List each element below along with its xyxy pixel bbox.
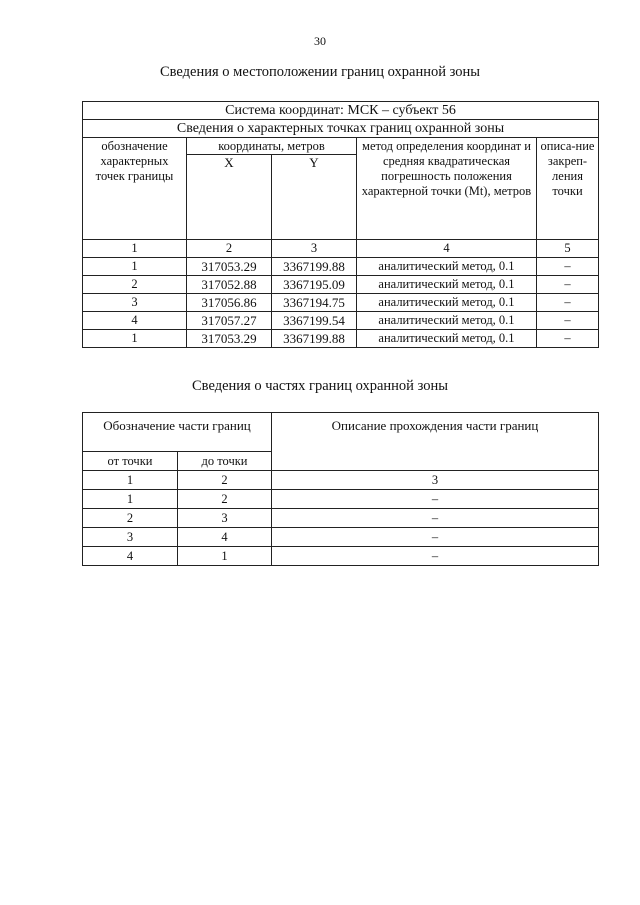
y-cell: 3367195.09 [272,276,357,294]
col-point-label: обозначение характерных точек границы [83,138,187,240]
table-row [83,312,599,330]
to-cell: 2 [178,490,272,509]
col-from-label: от точки [83,452,178,471]
col-number: 5 [537,240,599,258]
desc-cell: – [537,276,599,294]
desc-cell: – [537,312,599,330]
col-desc-label: описа-ние закреп-ления точки [537,138,599,240]
point-cell: 1 [83,330,187,348]
col-desc-label: Описание прохождения части границ [272,413,599,471]
desc-cell: – [272,547,599,566]
x-cell: 317053.29 [187,330,272,348]
col-number: 2 [187,240,272,258]
x-cell: 317052.88 [187,276,272,294]
col-number: 3 [272,471,599,490]
parts-table [82,412,599,566]
x-cell: 317053.29 [187,258,272,276]
table-row [83,258,599,276]
x-cell: 317057.27 [187,312,272,330]
method-cell: аналитический метод, 0.1 [357,294,537,312]
from-cell: 3 [83,528,178,547]
col-number: 2 [178,471,272,490]
table-row [83,547,599,566]
table-row [83,528,599,547]
points-title: Сведения о характерных точках границ охранной зоны [83,120,599,138]
y-cell: 3367199.54 [272,312,357,330]
section-heading-location: Сведения о местоположении границ охранной зоны [159,64,480,80]
to-cell: 3 [178,509,272,528]
col-x-label: X [187,155,272,240]
y-cell: 3367199.88 [272,258,357,276]
from-cell: 2 [83,509,178,528]
to-cell: 1 [178,547,272,566]
desc-cell: – [272,509,599,528]
from-cell: 1 [83,490,178,509]
method-cell: аналитический метод, 0.1 [357,276,537,294]
method-cell: аналитический метод, 0.1 [357,258,537,276]
col-coords-label: координаты, метров [187,138,357,155]
page-number: 30 [314,34,326,48]
method-cell: аналитический метод, 0.1 [357,312,537,330]
point-cell: 2 [83,276,187,294]
col-part-label: Обозначение части границ [83,413,272,452]
coordinates-table [82,101,599,348]
y-cell: 3367199.88 [272,330,357,348]
point-cell: 3 [83,294,187,312]
col-number: 3 [272,240,357,258]
col-number: 1 [83,471,178,490]
col-number: 4 [357,240,537,258]
desc-cell: – [537,294,599,312]
method-cell: аналитический метод, 0.1 [357,330,537,348]
desc-cell: – [272,528,599,547]
to-cell: 4 [178,528,272,547]
desc-cell: – [272,490,599,509]
col-method-label: метод определения координат и средняя квадратическая погрешность положения характерной точки (Mt), метров [357,138,537,240]
col-to-label: до точки [178,452,272,471]
desc-cell: – [537,258,599,276]
point-cell: 4 [83,312,187,330]
table-row [83,276,599,294]
x-cell: 317056.86 [187,294,272,312]
col-y-label: Y [272,155,357,240]
coordinate-system-title: Система координат: МСК – субъект 56 [83,102,599,120]
table-row [83,490,599,509]
from-cell: 4 [83,547,178,566]
y-cell: 3367194.75 [272,294,357,312]
point-cell: 1 [83,258,187,276]
table-row [83,294,599,312]
col-number: 1 [83,240,187,258]
table-row [83,330,599,348]
section-heading-parts: Сведения о частях границ охранной зоны [192,378,448,394]
table-row [83,509,599,528]
desc-cell: – [537,330,599,348]
